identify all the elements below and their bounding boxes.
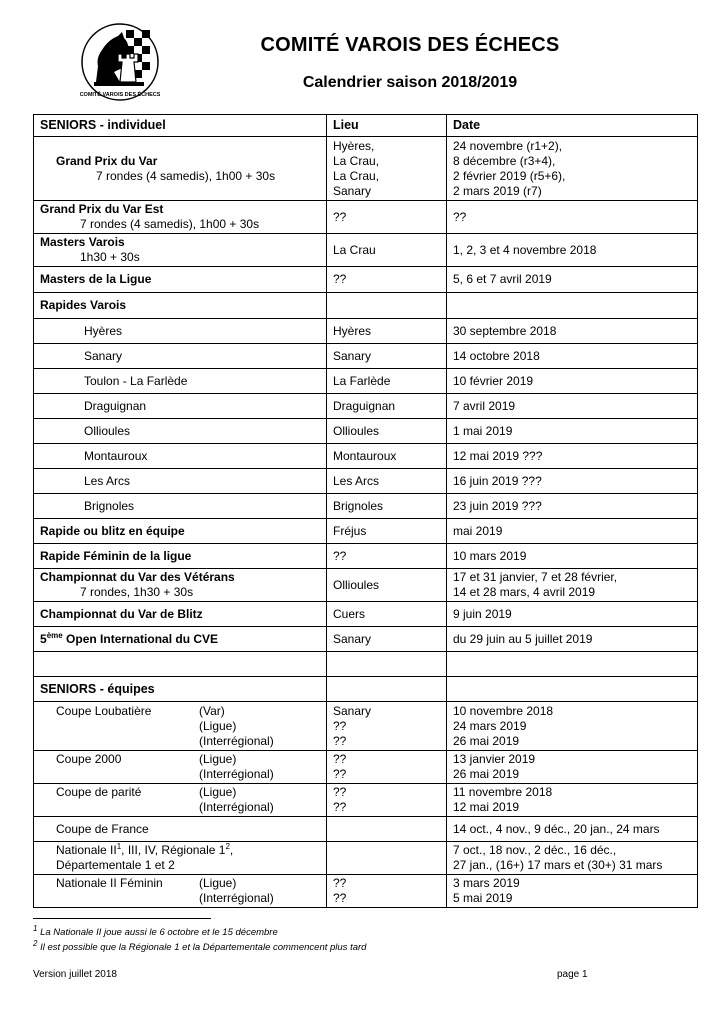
date-cell xyxy=(447,569,698,602)
date-line: 2 mars 2019 (r7) xyxy=(453,183,542,198)
event-cell xyxy=(34,751,327,784)
lieu-line: ?? xyxy=(333,752,347,766)
date-line: 7 oct., 18 nov., 2 déc., 16 déc., xyxy=(453,843,617,857)
lieu-cell: Sanary xyxy=(327,627,447,652)
date-cell: 5, 6 et 7 avril 2019 xyxy=(447,267,698,293)
col-header-event: SENIORS - individuel xyxy=(34,115,327,137)
event-detail: 7 rondes, 1h30 + 30s xyxy=(80,585,194,599)
event-cell xyxy=(34,784,327,817)
lieu-line: Sanary xyxy=(333,183,372,198)
table-row xyxy=(34,419,698,444)
date-cell: 9 juin 2019 xyxy=(447,602,698,627)
lieu-cell xyxy=(327,751,447,784)
event-name-line2: Départementale 1 et 2 xyxy=(56,858,175,872)
lieu-cell: ?? xyxy=(327,267,447,293)
footnote-divider xyxy=(33,918,211,919)
event-name: Championnat du Var de Blitz xyxy=(34,602,327,627)
page-subtitle: Calendrier saison 2018/2019 xyxy=(302,74,518,91)
table-row xyxy=(34,267,698,293)
event-name: Coupe 2000 xyxy=(56,752,122,766)
event-detail: 7 rondes (4 samedis), 1h00 + 30s xyxy=(80,217,260,231)
level-label: (Ligue) xyxy=(199,752,237,766)
open-name: Open International du CVE xyxy=(62,631,219,646)
lieu-cell: Montauroux xyxy=(327,444,447,469)
level-label: (Interrégional) xyxy=(199,767,274,781)
date-cell xyxy=(447,137,698,201)
lieu-line: ?? xyxy=(333,785,347,799)
rapide-name: Ollioules xyxy=(34,419,327,444)
date-cell: ?? xyxy=(447,201,698,234)
lieu-line: ?? xyxy=(333,800,347,814)
open-number-suffix: ème xyxy=(46,630,63,640)
table-row xyxy=(34,751,698,784)
rapide-name: Les Arcs xyxy=(34,469,327,494)
date-line: 3 mars 2019 xyxy=(453,876,520,890)
event-cell xyxy=(34,569,327,602)
text-part: , xyxy=(229,843,234,857)
lieu-line: La Crau, xyxy=(333,168,380,183)
table-row xyxy=(34,344,698,369)
event-name: Masters Varois xyxy=(40,235,125,249)
table-row xyxy=(34,544,698,569)
date-cell: 23 juin 2019 ??? xyxy=(447,494,698,519)
lieu-cell: ?? xyxy=(327,544,447,569)
level-label: (Interrégional) xyxy=(199,800,274,814)
lieu-cell: La Farlède xyxy=(327,369,447,394)
footnote-number: 2 xyxy=(33,938,38,948)
lieu-cell: La Crau xyxy=(327,234,447,267)
date-cell: du 29 juin au 5 juillet 2019 xyxy=(447,627,698,652)
page-title: COMITÉ VAROIS DES ÉCHECS xyxy=(260,34,560,56)
table-row xyxy=(34,137,698,201)
chess-knight-logo-icon xyxy=(80,22,160,102)
date-cell xyxy=(447,293,698,319)
table-row xyxy=(34,569,698,602)
date-line: 14 et 28 mars, 4 avril 2019 xyxy=(453,585,596,599)
footnote-ref: 2 xyxy=(225,842,230,851)
level-label: (Interrégional) xyxy=(199,891,274,905)
empty-cell xyxy=(327,652,447,677)
table-row xyxy=(34,602,698,627)
table-row xyxy=(34,494,698,519)
date-line: 27 jan., (16+) 17 mars et (30+) 31 mars xyxy=(453,858,663,872)
col-header-lieu: Lieu xyxy=(327,115,447,137)
lieu-cell: Fréjus xyxy=(327,519,447,544)
date-line: 13 janvier 2019 xyxy=(453,752,536,766)
date-cell: 12 mai 2019 ??? xyxy=(447,444,698,469)
level-label: (Interrégional) xyxy=(199,733,274,748)
lieu-cell: Ollioules xyxy=(327,419,447,444)
table-row xyxy=(34,369,698,394)
event-name: Rapides Varois xyxy=(34,293,327,319)
section-header-row xyxy=(34,677,698,702)
lieu-cell xyxy=(327,784,447,817)
date-line: 26 mai 2019 xyxy=(453,733,520,748)
date-cell: 16 juin 2019 ??? xyxy=(447,469,698,494)
lieu-cell: Ollioules xyxy=(327,569,447,602)
text-part: Nationale II xyxy=(56,843,117,857)
date-cell: 30 septembre 2018 xyxy=(447,319,698,344)
lieu-cell xyxy=(327,293,447,319)
date-cell: 14 octobre 2018 xyxy=(447,344,698,369)
footnote-text: La Nationale II joue aussi le 6 octobre et le 15 décembre xyxy=(37,927,278,938)
lieu-cell: Brignoles xyxy=(327,494,447,519)
event-name: Rapide ou blitz en équipe xyxy=(34,519,327,544)
rapide-name: Draguignan xyxy=(34,394,327,419)
rapide-name: Hyères xyxy=(34,319,327,344)
table-row xyxy=(34,817,698,842)
event-name xyxy=(56,843,320,858)
lieu-cell: ?? xyxy=(327,201,447,234)
table-row xyxy=(34,319,698,344)
event-cell xyxy=(34,234,327,267)
table-row xyxy=(34,469,698,494)
event-detail: 7 rondes (4 samedis), 1h00 + 30s xyxy=(96,168,276,183)
date-line: 2 février 2019 (r5+6), xyxy=(453,168,566,183)
date-line: 10 novembre 2018 xyxy=(453,703,554,718)
date-cell xyxy=(447,751,698,784)
lieu-line: ?? xyxy=(333,718,347,733)
lieu-line: ?? xyxy=(333,767,347,781)
lieu-cell xyxy=(327,137,447,201)
date-cell xyxy=(447,702,698,751)
date-cell: 1, 2, 3 et 4 novembre 2018 xyxy=(447,234,698,267)
section-header-equipes: SENIORS - équipes xyxy=(34,677,327,702)
table-row xyxy=(34,234,698,267)
date-cell: 7 avril 2019 xyxy=(447,394,698,419)
rapide-name: Brignoles xyxy=(34,494,327,519)
calendar-table xyxy=(33,114,698,908)
date-cell: 10 mars 2019 xyxy=(447,544,698,569)
date-line: 11 novembre 2018 xyxy=(453,785,553,799)
date-cell xyxy=(447,784,698,817)
date-cell: 1 mai 2019 xyxy=(447,419,698,444)
level-label: (Ligue) xyxy=(199,785,237,799)
lieu-cell xyxy=(327,702,447,751)
footnote-ref: 1 xyxy=(116,842,122,851)
lieu-line: ?? xyxy=(333,733,347,748)
date-cell xyxy=(447,875,698,908)
empty-cell xyxy=(447,677,698,702)
event-cell xyxy=(34,842,327,875)
table-row xyxy=(34,519,698,544)
event-name: Coupe de parité xyxy=(56,785,142,799)
table-row xyxy=(34,394,698,419)
date-line: 12 mai 2019 xyxy=(453,800,520,814)
lieu-line: La Crau, xyxy=(333,153,380,168)
date-line: 24 mars 2019 xyxy=(453,718,527,733)
lieu-cell xyxy=(327,842,447,875)
date-cell: mai 2019 xyxy=(447,519,698,544)
event-name: Championnat du Var des Vétérans xyxy=(40,570,235,584)
footnote-text: Il est possible que la Régionale 1 et la Départementale commencent plus tard xyxy=(37,942,367,953)
table-row xyxy=(34,201,698,234)
level-label: (Ligue) xyxy=(199,876,237,890)
date-line: 8 décembre (r3+4), xyxy=(453,153,556,168)
event-name: Rapide Féminin de la ligue xyxy=(34,544,327,569)
rapide-name: Sanary xyxy=(34,344,327,369)
empty-row xyxy=(34,652,698,677)
event-cell xyxy=(34,137,327,201)
table-row xyxy=(34,875,698,908)
level-label: (Var) xyxy=(199,703,225,718)
lieu-line: Sanary xyxy=(333,703,372,718)
event-cell xyxy=(34,875,327,908)
lieu-line: ?? xyxy=(333,876,347,890)
event-name: Grand Prix du Var xyxy=(56,153,158,168)
event-detail: 1h30 + 30s xyxy=(80,250,140,264)
page-number: page 1 xyxy=(557,969,588,980)
text-part: , III, IV, Régionale 1 xyxy=(121,843,226,857)
empty-cell xyxy=(34,652,327,677)
footnote-2 xyxy=(33,938,367,953)
event-name: Coupe Loubatière xyxy=(56,703,152,718)
table-row xyxy=(34,784,698,817)
event-name xyxy=(34,627,327,652)
lieu-cell: Draguignan xyxy=(327,394,447,419)
date-cell: 10 février 2019 xyxy=(447,369,698,394)
lieu-cell: Hyères xyxy=(327,319,447,344)
date-cell: 14 oct., 4 nov., 9 déc., 20 jan., 24 mars xyxy=(447,817,698,842)
lieu-cell: Les Arcs xyxy=(327,469,447,494)
footnote-1 xyxy=(33,923,278,938)
event-name: Nationale II Féminin xyxy=(56,876,163,890)
empty-cell xyxy=(327,677,447,702)
event-name: Masters de la Ligue xyxy=(34,267,327,293)
lieu-line: ?? xyxy=(333,891,347,905)
table-row xyxy=(34,293,698,319)
col-header-date: Date xyxy=(447,115,698,137)
date-line: 17 et 31 janvier, 7 et 28 février, xyxy=(453,570,618,584)
table-row xyxy=(34,842,698,875)
table-row xyxy=(34,702,698,751)
footnote-number: 1 xyxy=(33,923,38,933)
svg-text:COMITÉ VAROIS DES ÉCHECS: COMITÉ VAROIS DES ÉCHECS xyxy=(80,92,160,98)
event-name: Grand Prix du Var Est xyxy=(40,202,164,216)
event-cell xyxy=(34,201,327,234)
date-line: 5 mai 2019 xyxy=(453,891,513,905)
lieu-cell xyxy=(327,875,447,908)
version-label: Version juillet 2018 xyxy=(33,969,117,980)
level-label: (Ligue) xyxy=(199,718,237,733)
rapide-name: Montauroux xyxy=(34,444,327,469)
date-line: 24 novembre (r1+2), xyxy=(453,138,563,153)
table-row xyxy=(34,627,698,652)
table-row xyxy=(34,444,698,469)
lieu-cell: Cuers xyxy=(327,602,447,627)
empty-cell xyxy=(447,652,698,677)
open-number: 5 xyxy=(40,631,47,646)
event-cell xyxy=(34,702,327,751)
rapide-name: Toulon - La Farlède xyxy=(34,369,327,394)
lieu-line: Hyères, xyxy=(333,138,375,153)
event-name: Coupe de France xyxy=(34,817,327,842)
lieu-cell: Sanary xyxy=(327,344,447,369)
lieu-cell xyxy=(327,817,447,842)
date-cell xyxy=(447,842,698,875)
table-header-row xyxy=(34,115,698,137)
date-line: 26 mai 2019 xyxy=(453,767,520,781)
cve-logo xyxy=(80,22,160,102)
